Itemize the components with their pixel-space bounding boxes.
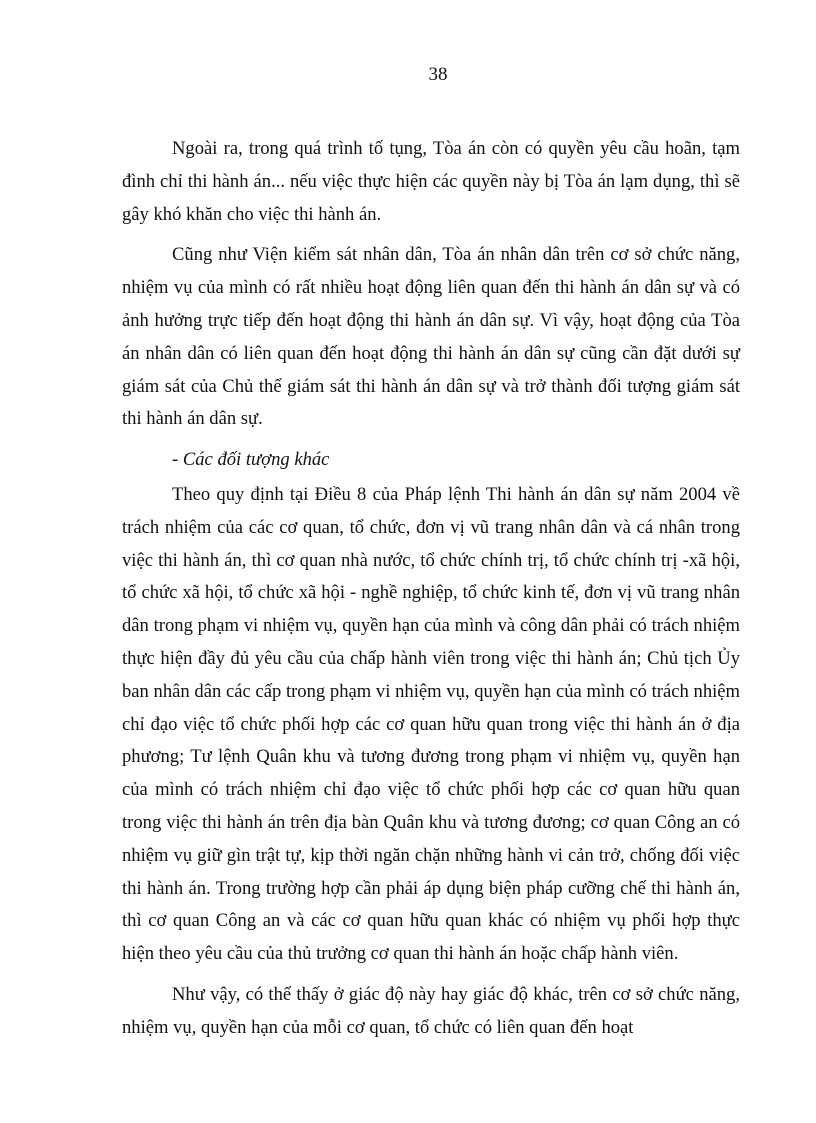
section-subheading-other-subjects: - Các đối tượng khác (172, 449, 330, 471)
paragraph-article-8-responsibilities: Theo quy định tại Điều 8 của Pháp lệnh Thi hành án dân sự năm 2004 về trách nhiệm của các cơ quan, tổ chức, đơn vị vũ trang nhân dân và cá nhân trong việc thi hành án, thì cơ quan nhà nước, tổ chức chính trị, tổ chức chính trị -xã hội, tổ chức xã hội, tổ chức xã hội - nghề nghiệp, tổ chức kinh tế, đơn vị vũ trang nhân dân trong phạm vi nhiệm vụ, quyền hạn của mình và công dân phải có trách nhiệm thực hiện đầy đủ yêu cầu của chấp hành viên trong việc thi hành án; Chủ tịch Ủy ban nhân dân các cấp trong phạm vi nhiệm vụ, quyền hạn của mình có trách nhiệm chỉ đạo việc tổ chức phối hợp các cơ quan hữu quan trong việc thi hành án ở địa phương; Tư lệnh Quân khu và tương đương trong phạm vi nhiệm vụ, quyền hạn của mình có trách nhiệm chỉ đạo việc tổ chức phối hợp các cơ quan hữu quan trong việc thi hành án trên địa bàn Quân khu và tương đương; cơ quan Công an có nhiệm vụ giữ gìn trật tự, kịp thời ngăn chặn những hành vi cản trở, chống đối việc thi hành án. Trong trường hợp cần phải áp dụng biện pháp cưỡng chế thi hành án, thì cơ quan Công an và các cơ quan hữu quan khác có nhiệm vụ phối hợp thực hiện theo yêu cầu của thủ trưởng cơ quan thi hành án hoặc chấp hành viên. (122, 483, 740, 965)
document-body (122, 133, 740, 1045)
paragraph-court-supervision: Cũng như Viện kiểm sát nhân dân, Tòa án nhân dân trên cơ sở chức năng, nhiệm vụ của mình có rất nhiều hoạt động liên quan đến thi hành án dân sự và có ảnh hưởng trực tiếp đến hoạt động thi hành án dân sự. Vì vậy, hoạt động của Tòa án nhân dân có liên quan đến hoạt động thi hành án dân sự cũng cần đặt dưới sự giám sát của Chủ thể giám sát thi hành án dân sự và trở thành đối tượng giám sát thi hành án dân sự. (122, 244, 740, 430)
paragraph-court-postponement: Ngoài ra, trong quá trình tố tụng, Tòa án còn có quyền yêu cầu hoãn, tạm đình chỉ thi hành án... nếu việc thực hiện các quyền này bị Tòa án lạm dụng, thì sẽ gây khó khăn cho việc thi hành án. (122, 138, 740, 225)
page-number: 38 (428, 64, 448, 85)
paragraph-conclusion: Như vậy, có thể thấy ở giác độ này hay giác độ khác, trên cơ sở chức năng, nhiệm vụ, quyền hạn của mỗi cơ quan, tổ chức có liên quan đến hoạt (122, 983, 740, 1038)
